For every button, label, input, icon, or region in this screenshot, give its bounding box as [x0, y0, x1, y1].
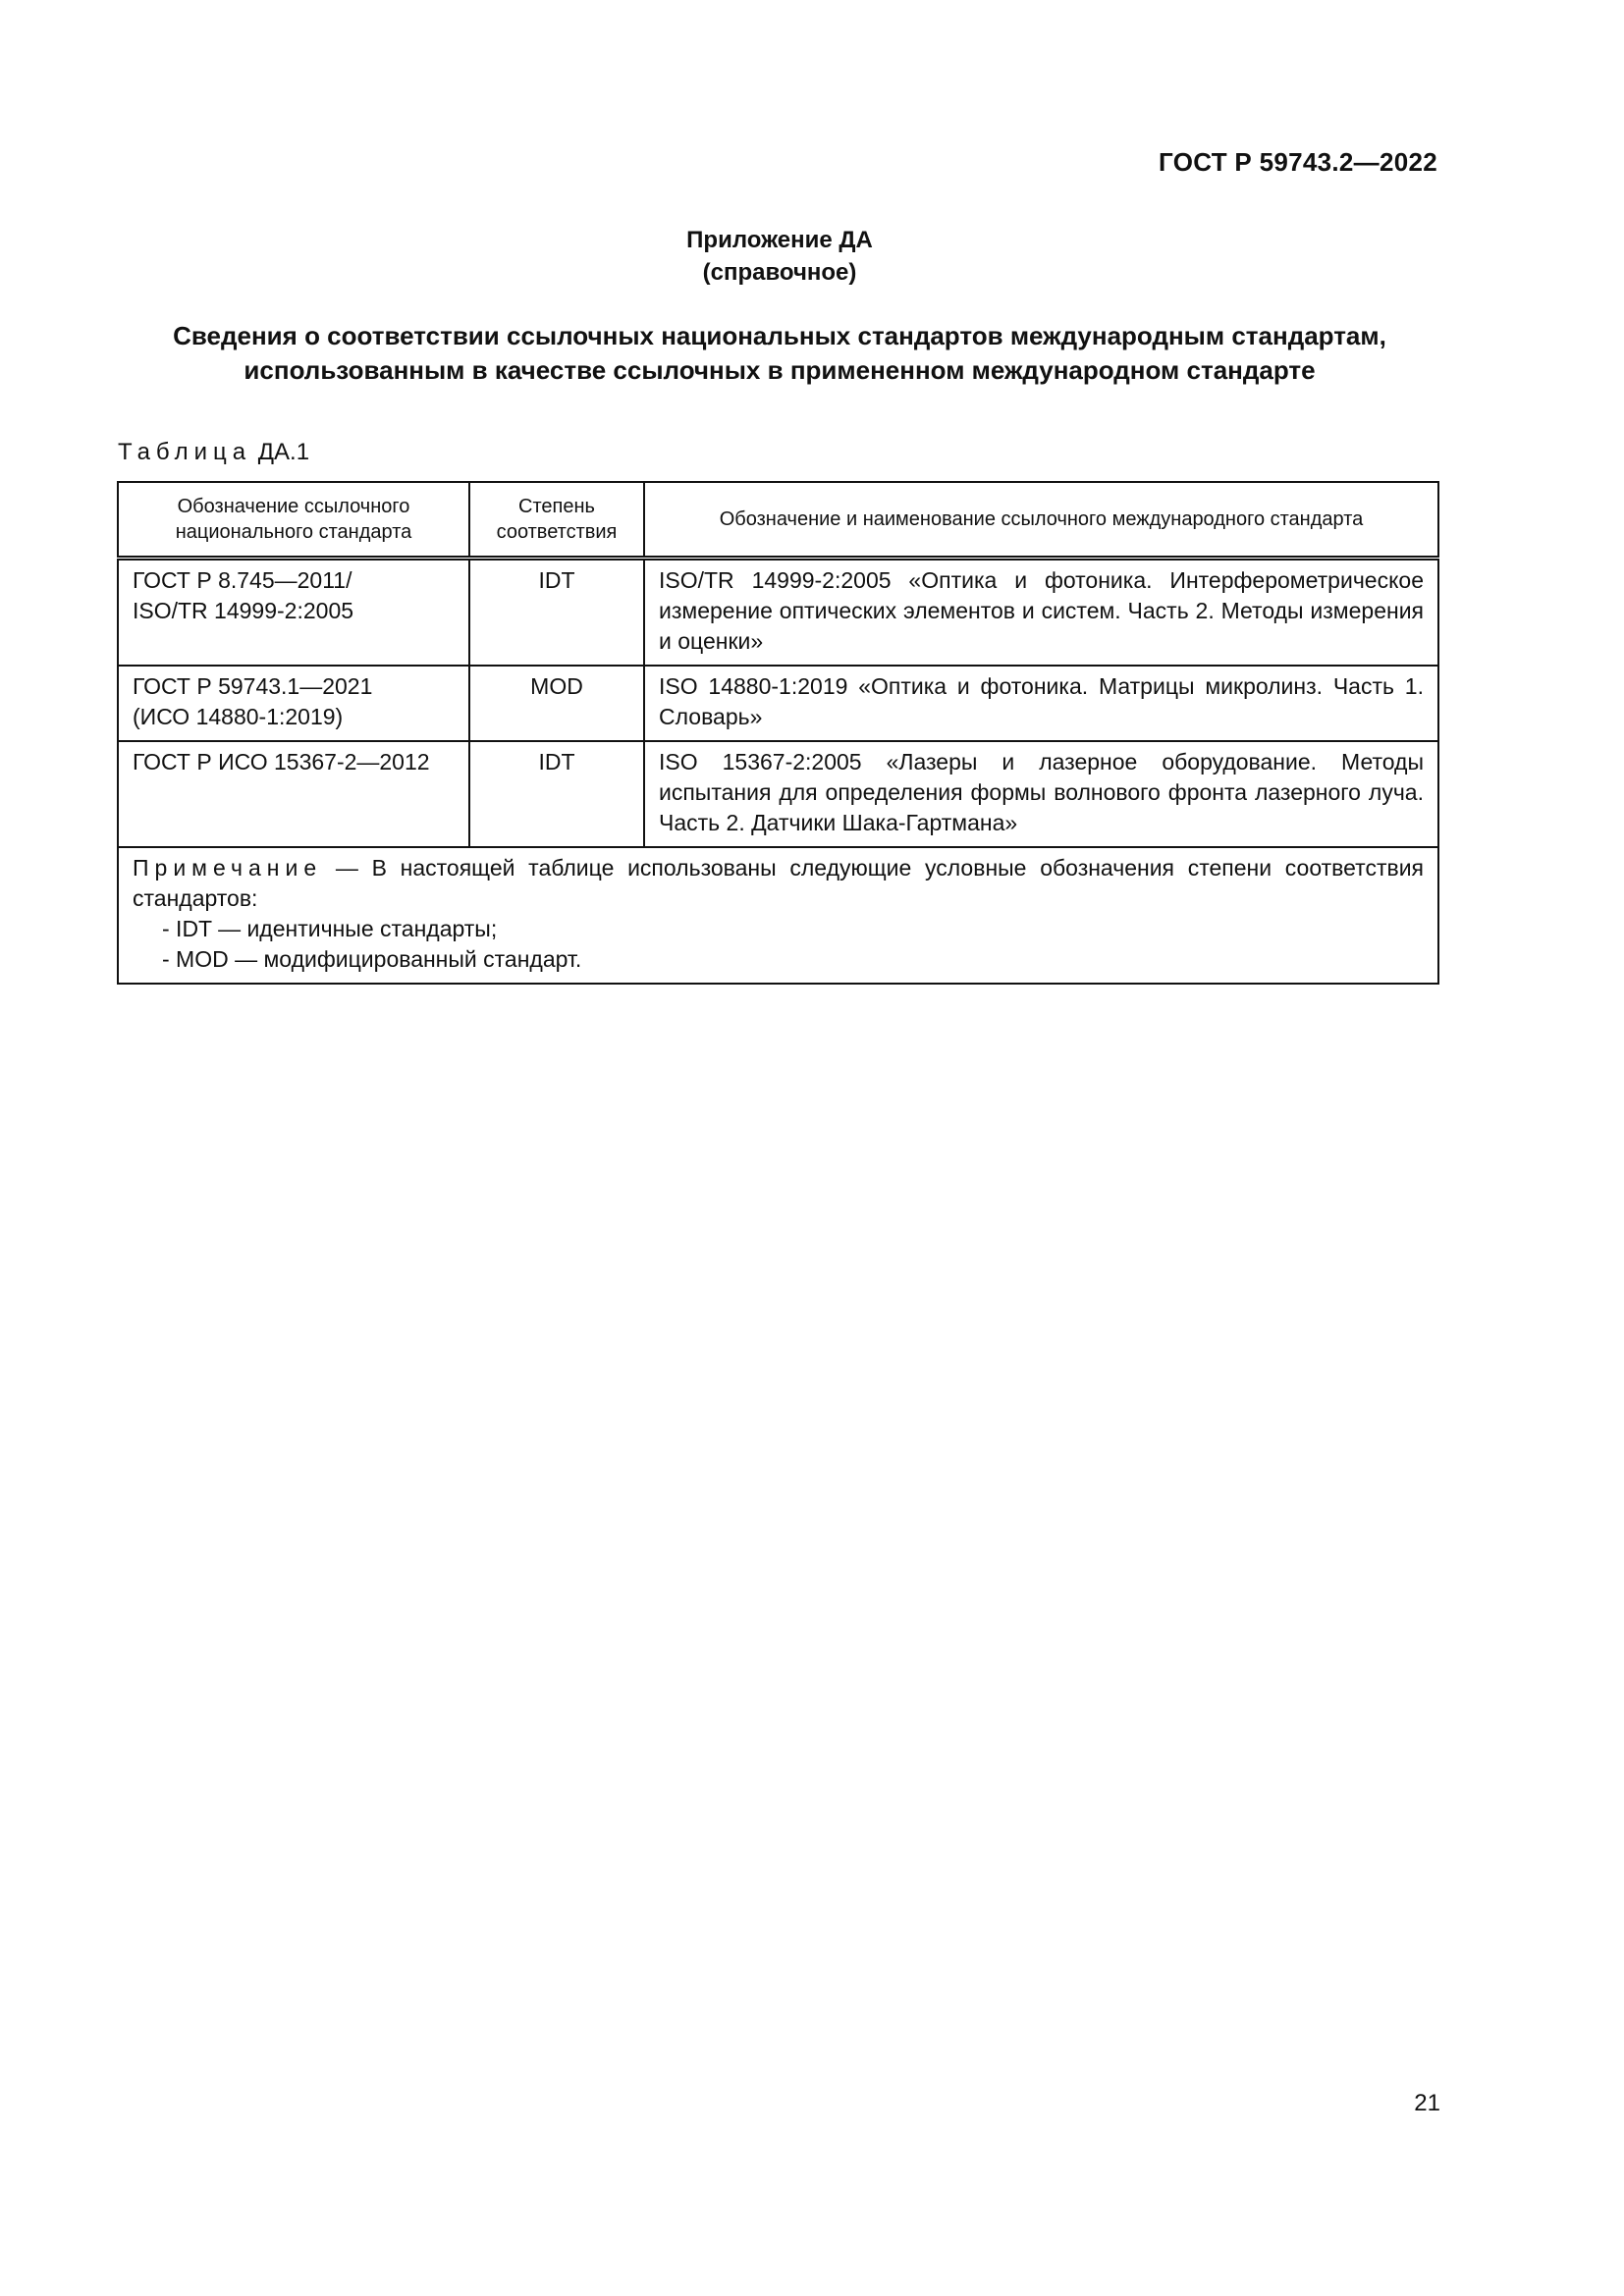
- column-header-international: Обозначение и наименование ссылочного международного стандарта: [644, 482, 1438, 559]
- national-standard-line: ГОСТ Р 8.745—2011/: [133, 567, 352, 593]
- national-standard-line: ГОСТ Р 59743.1—2021: [133, 673, 373, 699]
- national-standard-cell: [118, 741, 469, 847]
- table-header-row: [118, 482, 1438, 559]
- table-note-row: [118, 847, 1438, 984]
- section-heading: [108, 319, 1451, 388]
- national-standard-cell: [118, 559, 469, 667]
- table-caption: [118, 439, 309, 466]
- note-text: — В настоящей таблице использованы следующие условные обозначения степени соответствия стандартов:: [133, 855, 1424, 911]
- annex-title: Приложение ДА: [686, 227, 873, 253]
- column-header-national: Обозначение ссылочного национального стандарта: [118, 482, 469, 559]
- page-number: 21: [1414, 2090, 1440, 2116]
- note-item: - IDT — идентичные стандарты;: [162, 916, 498, 941]
- standards-correspondence-table: [117, 481, 1439, 985]
- degree-cell: IDT: [469, 559, 644, 667]
- national-standard-line: ISO/TR 14999-2:2005: [133, 598, 354, 623]
- table-caption-label: Таблица: [118, 439, 252, 465]
- degree-cell: IDT: [469, 741, 644, 847]
- note-item: - MOD — модифицированный стандарт.: [162, 946, 582, 972]
- table-row: [118, 741, 1438, 847]
- national-standard-line: ГОСТ Р ИСО 15367-2—2012: [133, 749, 430, 774]
- international-standard-cell: ISO/TR 14999-2:2005 «Оптика и фотоника. Интерферометрическое измерение оптических элементов и систем. Часть 2. Методы измерения и оценки»: [644, 559, 1438, 667]
- note-label: Примечание: [133, 855, 323, 881]
- national-standard-line: (ИСО 14880-1:2019): [133, 704, 344, 729]
- section-heading-line-2: использованным в качестве ссылочных в примененном международном стандарте: [244, 355, 1316, 385]
- table-note: [118, 847, 1438, 984]
- document-code: ГОСТ Р 59743.2—2022: [1159, 147, 1437, 177]
- degree-cell: MOD: [469, 666, 644, 741]
- column-header-degree: Степень соответствия: [469, 482, 644, 559]
- section-heading-line-1: Сведения о соответствии ссылочных национальных стандартов международным стандартам,: [173, 321, 1386, 350]
- international-standard-cell: ISO 15367-2:2005 «Лазеры и лазерное оборудование. Методы испытания для определения формы волнового фронта лазерного луча. Часть 2. Датчики Шака-Гартмана»: [644, 741, 1438, 847]
- table-row: [118, 559, 1438, 667]
- table-row: [118, 666, 1438, 741]
- annex-subtitle: (справочное): [702, 259, 857, 286]
- table-caption-number: ДА.1: [257, 439, 310, 465]
- national-standard-cell: [118, 666, 469, 741]
- international-standard-cell: ISO 14880-1:2019 «Оптика и фотоника. Матрицы микролинз. Часть 1. Словарь»: [644, 666, 1438, 741]
